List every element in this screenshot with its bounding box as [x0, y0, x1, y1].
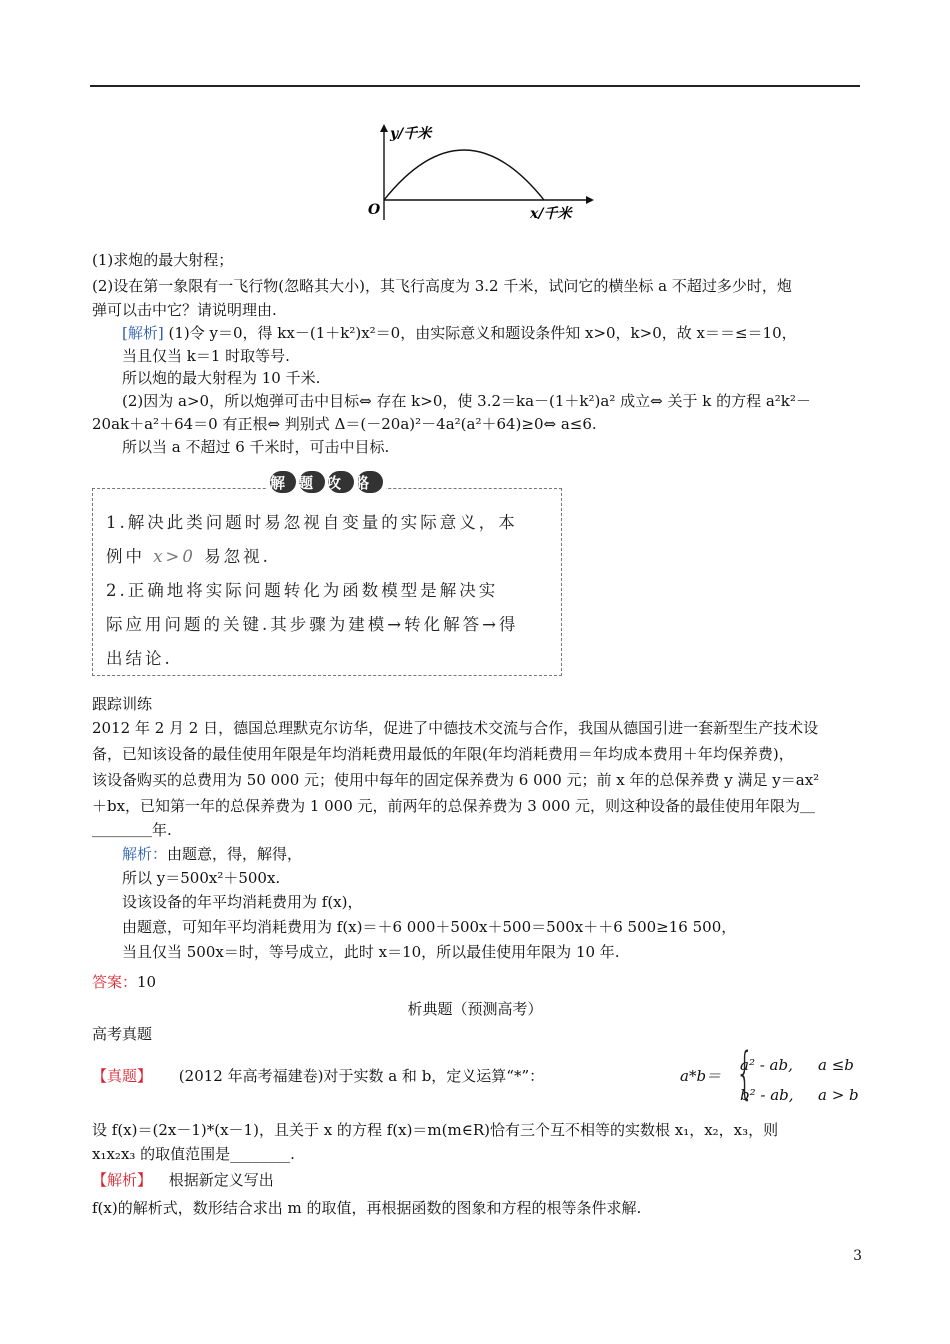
training-solution-line-2: 所以 y＝500x²＋500x.	[122, 869, 281, 887]
training-line-2: 备，已知该设备的最佳使用年限是年均消耗费用最低的年限(年均消耗费用＝年均成本费用＋年均保养费)，	[92, 745, 794, 763]
answer-label: 答案：	[92, 973, 138, 991]
training-line-3: 该设备购买的总费用为 50 000 元；使用中每年的固定保养费为 6 000 元；前 x 年的总保养费 y 满足 y＝ax²	[92, 771, 820, 789]
piecewise-brace: {	[735, 1041, 754, 1106]
gaokao-solution-line-1	[92, 1168, 274, 1192]
origin-label: O	[368, 202, 381, 218]
training-solution-text-1: 由题意，得，解得，	[167, 845, 303, 863]
solution-line-3: 所以炮的最大射程为 10 千米.	[122, 369, 321, 387]
tips-title-badge	[266, 468, 386, 496]
gaokao-solution-line-2: f(x)的解析式，数形结合求出 m 的取值，再根据函数的图象和方程的根等条件求解.	[92, 1199, 642, 1217]
tip-line-4: 际应用问题的关键.其步骤为建模→转化解答→得	[106, 615, 519, 634]
tip-line-2-b: x>0	[153, 547, 196, 566]
answer-value: 10	[137, 973, 157, 991]
solution-line-5: 20ak＋a²＋64＝0 有正根⇔ 判别式 Δ＝(－20a)²－4a²(a²＋64)≥0⇔ a≤6.	[92, 415, 597, 433]
solution-line-6: 所以当 a 不超过 6 千米时，可击中目标.	[122, 438, 390, 456]
tips-title: 解题攻略	[269, 474, 383, 492]
training-solution-line-5: 当且仅当 500x＝时，等号成立，此时 x＝10，所以最佳使用年限为 10 年.	[122, 943, 620, 961]
answer-line	[92, 970, 156, 994]
tips-title-graphic	[266, 468, 386, 496]
training-line-1: 2012 年 2 月 2 日，德国总理默克尔访华，促进了中德技术交流与合作，我国从德国引进一套新型生产技术设	[92, 719, 819, 737]
solution-line-2: 当且仅当 k＝1 时取等号.	[122, 347, 290, 365]
gaokao-tag: 【真题】	[92, 1067, 153, 1085]
trajectory-figure	[360, 120, 600, 230]
tip-line-5: 出结论.	[106, 649, 173, 668]
training-solution-line-3: 设该设备的年平均消耗费用为 f(x)，	[122, 893, 363, 911]
solution-tag: [解析]	[122, 324, 164, 342]
section-title: 析典题（预测高考）	[407, 1000, 543, 1018]
question-1: (1)求炮的最大射程；	[92, 251, 234, 269]
gaokao-line-2: 设 f(x)＝(2x－1)*(x－1)，且关于 x 的方程 f(x)＝m(m∈R)恰有三个互不相等的实数根 x₁，x₂，x₃，则	[92, 1121, 779, 1139]
solution-text-1: (1)令 y＝0，得 kx－(1＋k²)x²＝0，由实际意义和题设条件知 x>0，k>0，故 x＝＝≤＝10，	[168, 324, 797, 342]
y-axis-arrow	[380, 124, 388, 132]
solution-line-1	[122, 321, 797, 345]
case-2-cond: a > b	[818, 1086, 859, 1104]
y-axis-label: y/千米	[390, 126, 432, 142]
case-1-cond: a ≤b	[818, 1056, 854, 1074]
training-line-4: ＋bx，已知第一年的总保养费为 1 000 元，前两年的总保养费为 3 000 元，则这种设备的最佳使用年限为＿	[92, 797, 816, 815]
gaokao-line-3: x₁x₂x₃ 的取值范围是________.	[92, 1145, 295, 1163]
header-rule	[90, 85, 860, 87]
gaokao-solution-tag: 【解析】	[92, 1171, 153, 1189]
x-axis-arrow	[586, 196, 594, 204]
training-line-5: ＿＿＿＿年.	[92, 821, 172, 839]
trajectory-curve	[384, 150, 544, 200]
tip-line-2-a: 例中	[106, 547, 154, 566]
case-1-expr: a² - ab,	[740, 1056, 793, 1074]
gaokao-heading: 高考真题	[92, 1025, 153, 1043]
gaokao-intro: (2012 年高考福建卷)对于实数 a 和 b，定义运算“*”：	[178, 1067, 545, 1085]
tip-line-1: 1.解决此类问题时易忽视自变量的实际意义，本	[106, 513, 518, 532]
training-solution-tag: 解析：	[122, 845, 168, 863]
x-axis-label: x/千米	[530, 206, 572, 222]
operation-label: a*b＝	[680, 1067, 722, 1085]
gaokao-intro-line	[92, 1064, 544, 1088]
tip-line-2-c: 易忽视.	[195, 547, 271, 566]
tip-line-3: 2.正确地将实际问题转化为函数模型是解决实	[106, 581, 499, 600]
page-number: 3	[853, 1248, 862, 1264]
training-solution-line-1	[122, 842, 302, 866]
training-solution-line-4: 由题意，可知年平均消耗费用为 f(x)＝＋6 000＋500x＋500＝500x＋＋6 500≥16 500，	[122, 918, 737, 936]
tip-line-2	[106, 540, 556, 574]
training-heading: 跟踪训练	[92, 695, 153, 713]
solution-line-4: (2)因为 a>0，所以炮弹可击中目标⇔ 存在 k>0，使 3.2＝ka－(1＋k²)a² 成立⇔ 关于 k 的方程 a²k²－	[122, 392, 811, 410]
question-2-line-2: 弹可以击中它？请说明理由.	[92, 301, 277, 319]
case-2-expr: b² - ab,	[740, 1086, 794, 1104]
question-2-line-1: (2)设在第一象限有一飞行物(忽略其大小)，其飞行高度为 3.2 千米，试问它的横坐标 a 不超过多少时，炮	[92, 277, 792, 295]
gaokao-solution-text-1: 根据新定义写出	[168, 1171, 274, 1189]
